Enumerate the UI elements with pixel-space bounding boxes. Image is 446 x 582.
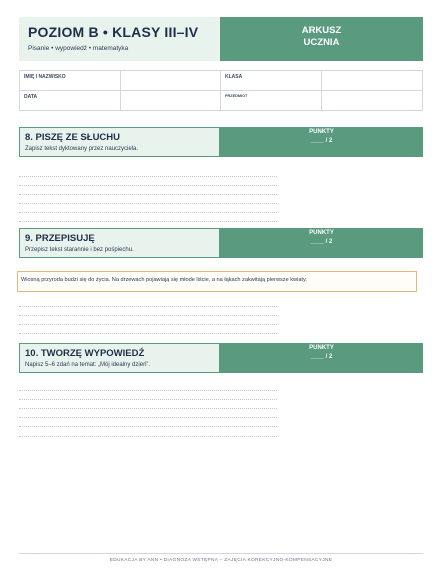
section-10-instruction: Napisz 5–6 zdań na temat: „Mój idealny dzień”.	[25, 362, 151, 368]
section-9-points	[220, 228, 423, 258]
section-10-header	[19, 343, 220, 373]
teacher-field[interactable]	[322, 91, 423, 111]
section-8-instruction: Zapisz tekst dyktowany przez nauczyciela.	[25, 146, 139, 152]
page-subtitle: Pisanie • wypowiedź • matematyka	[28, 45, 129, 52]
section-8-title: 8. PISZĘ ZE SŁUCHU	[25, 132, 121, 143]
writing-line[interactable]	[19, 221, 277, 222]
name-label: IMIĘ I NAZWISKO	[24, 74, 66, 80]
writing-line[interactable]	[19, 185, 277, 186]
section-8-header	[19, 127, 220, 157]
date-field[interactable]	[121, 91, 221, 111]
section-9-instruction: Przepisz tekst starannie i bez pośpiechu.	[25, 247, 134, 253]
section-8-points	[220, 127, 423, 157]
teacher-label-cell	[221, 91, 322, 111]
writing-line[interactable]	[19, 176, 277, 177]
class-field[interactable]	[322, 71, 423, 91]
points-value: ____ / 2	[310, 354, 333, 360]
class-label-cell	[221, 71, 322, 91]
points-label: PUNKTY	[309, 345, 334, 351]
writing-line[interactable]	[19, 333, 277, 334]
writing-line[interactable]	[19, 399, 277, 400]
class-label: KLASA	[225, 74, 243, 80]
writing-line[interactable]	[19, 315, 277, 316]
name-label-cell	[20, 71, 121, 91]
name-field[interactable]	[121, 71, 221, 91]
writing-line[interactable]	[19, 194, 277, 195]
writing-line[interactable]	[19, 324, 277, 325]
section-9-title: 9. PRZEPISUJĘ	[25, 233, 95, 244]
writing-line[interactable]	[19, 436, 277, 437]
section-10-title: 10. TWORZĘ WYPOWIEDŹ	[25, 348, 145, 359]
date-label: DATA	[24, 94, 38, 100]
writing-line[interactable]	[19, 390, 277, 391]
date-label-cell	[20, 91, 121, 111]
copy-text: Wiosną przyroda budzi się do życia. Na drzewach pojawiają się młode liście, a na łąkach zakwitają pierwsze kwiaty.	[21, 277, 307, 283]
points-label: PUNKTY	[309, 230, 334, 236]
writing-line[interactable]	[19, 203, 277, 204]
page-title: POZIOM B • KLASY III–IV	[28, 24, 199, 40]
points-value: ____ / 2	[310, 138, 333, 144]
section-9-header	[19, 228, 220, 258]
section-10-points	[220, 343, 423, 373]
writing-line[interactable]	[19, 417, 277, 418]
footer-text: EDUKACJA BY ANN • DIAGNOZA WSTĘPNA – ZAJĘCIA KOREKCYJNO-KOMPENSACYJNE	[109, 558, 333, 563]
writing-line[interactable]	[19, 426, 277, 427]
sheet-label-line2: UCZNIA	[303, 37, 340, 48]
copy-text-box	[17, 271, 417, 292]
writing-line[interactable]	[19, 306, 277, 307]
writing-line[interactable]	[19, 212, 277, 213]
teacher-label: PRZEDMIOT	[225, 94, 248, 98]
sheet-label-line1: ARKUSZ	[301, 25, 342, 36]
sheet-label-panel	[220, 17, 423, 61]
footer-divider	[19, 553, 423, 554]
points-label: PUNKTY	[309, 129, 334, 135]
writing-line[interactable]	[19, 408, 277, 409]
points-value: ____ / 2	[310, 239, 333, 245]
student-info-table	[19, 70, 423, 111]
